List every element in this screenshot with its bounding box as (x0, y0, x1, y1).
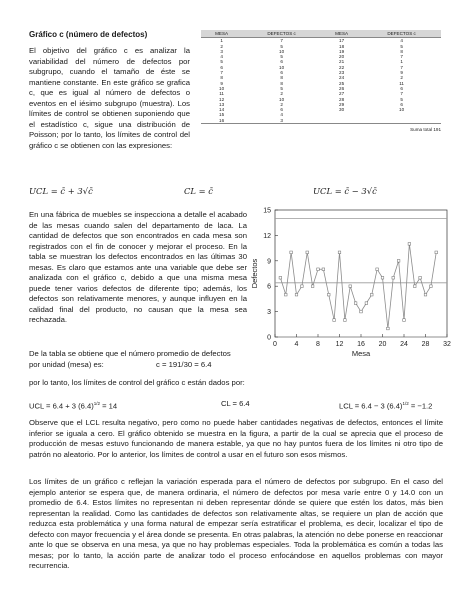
y-axis-label: Defectos (250, 258, 259, 289)
data-point (365, 302, 368, 305)
table-cell: 1 (220, 38, 223, 44)
table-cell: 22 (339, 64, 345, 70)
table-cell: 10 (279, 64, 285, 70)
series-line (280, 244, 436, 329)
x-tick-label: 12 (335, 341, 344, 348)
table-cell: 13 (219, 101, 225, 107)
plot-frame (275, 210, 447, 337)
data-point (381, 276, 384, 279)
table-cell: 25 (339, 80, 345, 86)
data-point (430, 285, 433, 288)
data-point (333, 319, 336, 322)
table-cell: 10 (279, 96, 285, 102)
table-header-cell: DEFECTOS c (242, 30, 321, 38)
table-body (201, 38, 441, 123)
y-tick-label: 9 (267, 258, 271, 266)
table-cell: 28 (339, 96, 345, 102)
data-point (311, 285, 314, 288)
table-cell: 4 (280, 112, 283, 118)
table-cell: 6 (280, 107, 283, 113)
data-point (424, 293, 427, 296)
lcl-paragraph: Observe que el LCL resulta negativo, pero como no puede haber cantidades negativas de defectos, entonces el límite inferior se iguala a cero. El gráfico obtenido se muestra en la figura, a partir de la cual se aprecia que el proceso de producción de mesas estuvo funcionando de manera estable, ya que no hay puntos fuera de los límites ni otro tipo de patrón no aleatorio. Por lo anterior, los límites de control a usar en el futuro son esos mismos. (29, 418, 443, 459)
table-cell: 27 (339, 91, 345, 97)
table-cell: 7 (400, 64, 403, 70)
table-cell: 11 (219, 91, 224, 97)
lcl-equation-text: LCL = 6.4 − 3 (6.4) (339, 401, 403, 411)
x-tick-label: 20 (378, 341, 387, 348)
data-point (322, 268, 325, 271)
table-cell: 29 (339, 101, 345, 107)
data-point (360, 310, 363, 313)
data-point (338, 251, 341, 254)
data-point (344, 319, 347, 322)
data-point (301, 285, 304, 288)
x-axis-label: Mesa (351, 349, 371, 358)
data-point (327, 293, 330, 296)
formula-lcl: UCL = c̄ − 3√c̄ (313, 186, 377, 196)
table-cell: 6 (280, 70, 283, 76)
table-cell: 5 (400, 96, 403, 102)
table-cell: 30 (339, 107, 345, 113)
data-point (413, 285, 416, 288)
table-cell: 11 (399, 80, 404, 86)
data-point (306, 251, 309, 254)
formula-ucl: UCL = c̄ + 3√c̄ (29, 186, 93, 196)
data-point (370, 293, 373, 296)
x-tick-label: 24 (400, 341, 408, 348)
x-tick-label: 0 (273, 341, 277, 348)
average-line-2-row (29, 360, 251, 371)
table-cell: 14 (219, 107, 225, 113)
table-cell: 24 (339, 75, 345, 81)
y-tick-label: 6 (267, 283, 271, 291)
data-point (419, 276, 422, 279)
average-line-1: De la tabla se obtiene que el número promedio de defectos (29, 349, 231, 358)
table-cell: 23 (339, 70, 345, 76)
data-point (387, 327, 390, 330)
ucl-equation-text: UCL = 6.4 + 3 (6.4) (29, 401, 94, 411)
table-cell: 21 (339, 59, 345, 65)
formula-cl: CL = c̄ (184, 186, 214, 196)
average-line-2: por unidad (mesa) es: (29, 359, 104, 369)
data-point (435, 251, 438, 254)
table-cell: 10 (279, 48, 285, 54)
sum-total: Suma total 191 (201, 123, 441, 136)
table-header-cell: DEFECTOS c (362, 30, 441, 38)
table-cell: 20 (339, 54, 345, 60)
example-paragraph: En una fábrica de muebles se inspecciona a detalle el acabado de las mesas cuando salen del departamento de laca. La cantidad de defectos que son encontrados en cada mesa son registrados con el fin de conocer y mejorar el proceso. En la tabla se muestran los defectos encontrados en las últimas 30 mesas. Es claro que estamos ante una variable que debe ser analizada con el gráfico c, debido a que una misma mesa puede tener varios defectos de diferente tipo; además, los defectos son relativamente menores, y aunque influyen en la calidad final del producto, no causan que la mesa sea rechazada. (29, 210, 247, 324)
intro-paragraph: El objetivo del gráfico c es analizar la variabilidad del número de defectos por subgrupo, cuando el tamaño de éste se mantiene constante. En este gráfico se grafica c, que es igual al número de defectos o eventos en el iésimo subgrupo (muestra). Los límites de control se obtienen suponiendo que el estadístico c, sigue una distribución de Poisson; por lo tanto, los límites de control del gráfico c se obtienen con las expresiones: (29, 46, 190, 150)
table-cell: 6 (280, 59, 283, 65)
ucl-result: = 14 (100, 401, 118, 411)
table-cell: 9 (400, 70, 403, 76)
table-cell: 16 (219, 117, 225, 123)
data-point (354, 302, 357, 305)
table-cell: 15 (219, 112, 225, 118)
data-point (317, 268, 320, 271)
table-header-cell: MESA (201, 30, 242, 38)
x-tick-label: 28 (421, 341, 430, 348)
table-cell: 2 (220, 43, 223, 49)
table-cell: 18 (339, 43, 345, 49)
table-cell: 5 (280, 54, 283, 60)
defects-table (201, 30, 441, 136)
lcl-exponent: 1/2 (402, 401, 409, 406)
data-point (284, 293, 287, 296)
y-tick-label: 3 (267, 309, 271, 317)
table-cell: 4 (400, 38, 403, 44)
table-cell: 3 (220, 48, 223, 54)
lcl-equation (339, 399, 432, 412)
table-cell: 5 (280, 43, 283, 49)
table-cell: 10 (399, 107, 405, 113)
ucl-exponent: 1/2 (93, 401, 100, 406)
data-point (403, 319, 406, 322)
table-cell: 7 (400, 91, 403, 97)
table-cell: 6 (400, 85, 403, 91)
data-point (290, 251, 293, 254)
data-point (295, 293, 298, 296)
data-point (279, 276, 282, 279)
table-cell: 6 (220, 64, 223, 70)
x-tick-label: 4 (294, 341, 299, 348)
table-cell: 4 (220, 54, 223, 60)
cl-equation: CL = 6.4 (221, 399, 250, 408)
lcl-result: = −1.2 (408, 401, 433, 411)
table-cell: 6 (400, 101, 403, 107)
table-cell: 8 (400, 48, 403, 54)
table-cell: 8 (280, 75, 283, 81)
table-cell: 2 (280, 101, 283, 107)
table-header-row (201, 30, 441, 38)
table-cell: 8 (280, 80, 283, 86)
x-tick-label: 32 (443, 341, 451, 348)
table-cell: 1 (400, 59, 403, 65)
table-cell: 17 (339, 38, 345, 44)
table-cell: 10 (219, 85, 225, 91)
data-point (408, 243, 411, 246)
table-cell: 26 (339, 85, 345, 91)
limits-intro: por lo tanto, los límites de control del gráfico c están dados por: (29, 378, 245, 387)
x-tick-label: 8 (316, 341, 320, 348)
y-tick-label: 12 (263, 232, 271, 240)
y-tick-label: 15 (263, 207, 271, 215)
average-value: c = 191/30 = 6.4 (156, 359, 212, 369)
table-cell: 9 (220, 80, 223, 86)
table-cell: 5 (280, 85, 283, 91)
data-point (349, 285, 352, 288)
table-cell: 19 (339, 48, 345, 54)
table-cell: 5 (220, 59, 223, 65)
x-tick-label: 16 (357, 341, 365, 348)
table-header-cell: MESA (321, 30, 362, 38)
table-cell: 2 (280, 91, 283, 97)
c-control-chart (249, 204, 452, 362)
data-point (392, 276, 395, 279)
y-tick-label: 0 (267, 334, 271, 342)
section-title: Gráfico c (número de defectos) (29, 30, 148, 39)
average-block (29, 349, 251, 370)
table-cell: 5 (400, 43, 403, 49)
table-cell: 7 (220, 70, 223, 76)
data-point (397, 260, 400, 263)
data-point (376, 268, 379, 271)
table-cell: 3 (280, 117, 283, 123)
table-cell: 7 (280, 38, 283, 44)
table-cell: 8 (220, 75, 223, 81)
final-paragraph: Los límites de un gráfico c reflejan la variación esperada para el número de defectos por subgrupo. En el caso del ejemplo anterior se espera que, de manera ordinaria, el número de defectos por mesa varíe entre 0 y 14.0 con un promedio de 6.4. Estos límites no representan ni deben representar dónde se quiere que estén los datos, más bien representan la realidad. Como las cantidades de defectos son relativamente altas, se requiere un plan de acción que reduzca esta problemática y una forma natural de empezar sería estratificar el problema, es decir, localizar el tipo de defecto con mayor frecuencia y el área donde se presenta. En otras palabras, la atención no debe ponerse en reaccionar ante lo que se observa en una mesa, ya que no hay problemas especiales. Toda la problemática es común a todas las mesas; por lo tanto, la acción parte de analizar todo el proceso enfocándose en aquellos problemas con mayor recurrencia. (29, 477, 443, 570)
table-cell: 12 (219, 96, 225, 102)
table-cell: 2 (400, 75, 403, 81)
ucl-equation (29, 399, 117, 412)
table-cell: 7 (400, 54, 403, 60)
